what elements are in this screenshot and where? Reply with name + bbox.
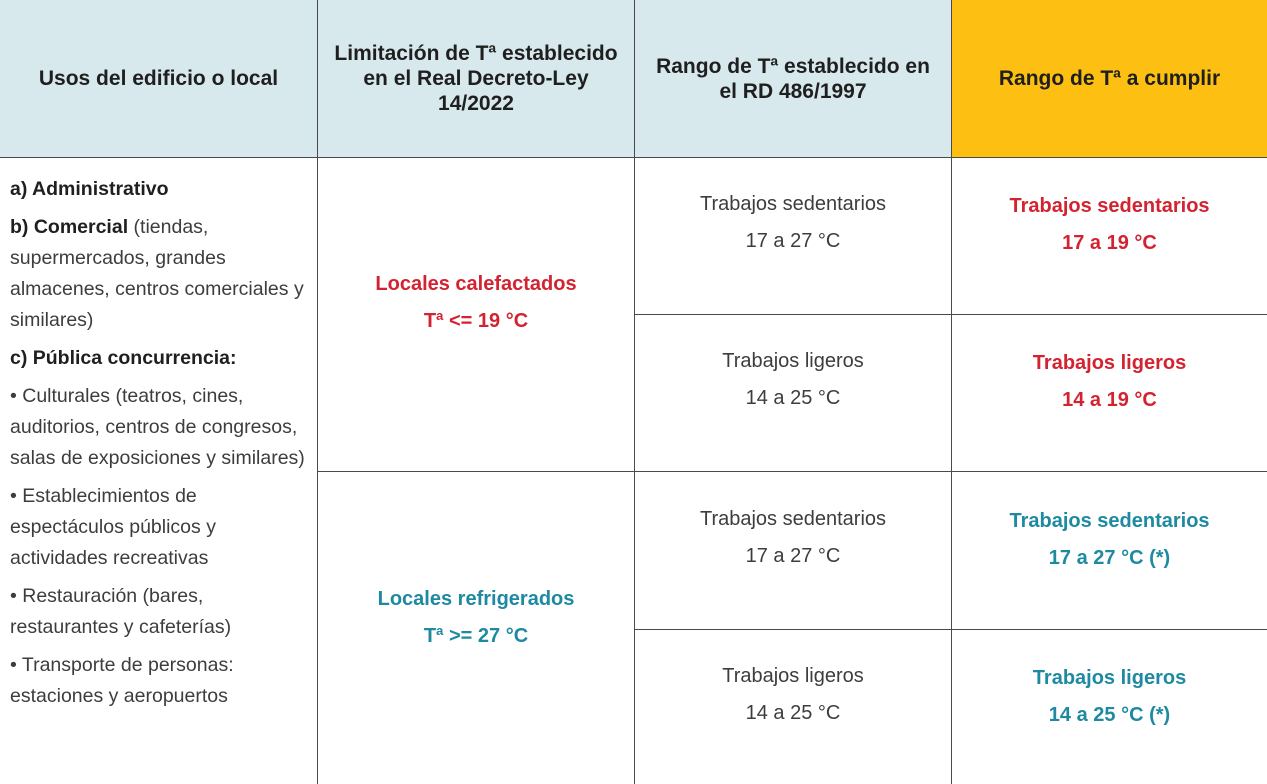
rd-range-cell bbox=[635, 501, 951, 575]
rd-range-cell bbox=[635, 658, 951, 732]
rd-range: 14 a 25 °C bbox=[745, 702, 841, 724]
work-type: Trabajos ligeros bbox=[1032, 352, 1187, 374]
heated-label: Locales calefactados bbox=[375, 273, 577, 295]
apply-range: 17 a 27 °C (*) bbox=[1048, 547, 1171, 569]
rd-range-cell bbox=[635, 186, 951, 260]
use-administrativo: a) Administrativo bbox=[10, 178, 169, 200]
cooled-label: Locales refrigerados bbox=[377, 588, 575, 610]
header-range-rd: Rango de Tª establecido en el RD 486/1997 bbox=[635, 0, 951, 157]
work-type: Trabajos ligeros bbox=[722, 665, 864, 687]
grid-line bbox=[0, 157, 1267, 158]
header-range-apply: Rango de Tª a cumplir bbox=[952, 0, 1267, 157]
rd-range: 17 a 27 °C bbox=[745, 230, 841, 252]
header-uses: Usos del edificio o local bbox=[0, 0, 317, 157]
work-type: Trabajos sedentarios bbox=[699, 193, 887, 215]
heated-limit-cell bbox=[318, 266, 634, 340]
apply-range-cell bbox=[952, 188, 1267, 262]
rd-range-cell bbox=[635, 343, 951, 417]
work-type: Trabajos ligeros bbox=[722, 350, 864, 372]
work-type: Trabajos sedentarios bbox=[699, 508, 887, 530]
apply-range-cell bbox=[952, 345, 1267, 419]
use-comercial-desc: (tiendas, supermercados, grandes almacenes, centros comerciales y similares) bbox=[10, 216, 304, 331]
grid-line bbox=[317, 0, 318, 784]
use-item: • Establecimientos de espectáculos públicos y actividades recreativas bbox=[10, 485, 216, 569]
work-type: Trabajos sedentarios bbox=[1009, 510, 1210, 532]
use-item: • Transporte de personas: estaciones y aeropuertos bbox=[10, 654, 234, 707]
grid-line bbox=[634, 314, 1267, 315]
rd-range: 17 a 27 °C bbox=[745, 545, 841, 567]
use-comercial: b) Comercial bbox=[10, 216, 129, 238]
grid-line bbox=[318, 471, 1267, 472]
grid-line bbox=[634, 629, 1267, 630]
apply-range: 14 a 25 °C (*) bbox=[1048, 704, 1171, 726]
header-limit: Limitación de Tª establecido en el Real Decreto-Ley 14/2022 bbox=[318, 0, 634, 157]
use-publica-concurrencia: c) Pública concurrencia: bbox=[10, 347, 237, 369]
cooled-limit: Tª >= 27 °C bbox=[423, 625, 529, 647]
use-item: • Restauración (bares, restaurantes y cafeterías) bbox=[10, 585, 232, 638]
apply-range: 17 a 19 °C bbox=[1062, 232, 1157, 254]
cooled-limit-cell bbox=[318, 581, 634, 655]
use-item: • Culturales (teatros, cines, auditorios, centros de congresos, salas de exposiciones y similares) bbox=[10, 385, 305, 469]
heated-limit: Tª <= 19 °C bbox=[423, 310, 529, 332]
rd-range: 14 a 25 °C bbox=[745, 387, 841, 409]
work-type: Trabajos sedentarios bbox=[1009, 195, 1210, 217]
work-type: Trabajos ligeros bbox=[1032, 667, 1187, 689]
apply-range-cell bbox=[952, 503, 1267, 577]
apply-range-cell bbox=[952, 660, 1267, 734]
uses-list bbox=[10, 174, 312, 719]
apply-range: 14 a 19 °C bbox=[1062, 389, 1157, 411]
